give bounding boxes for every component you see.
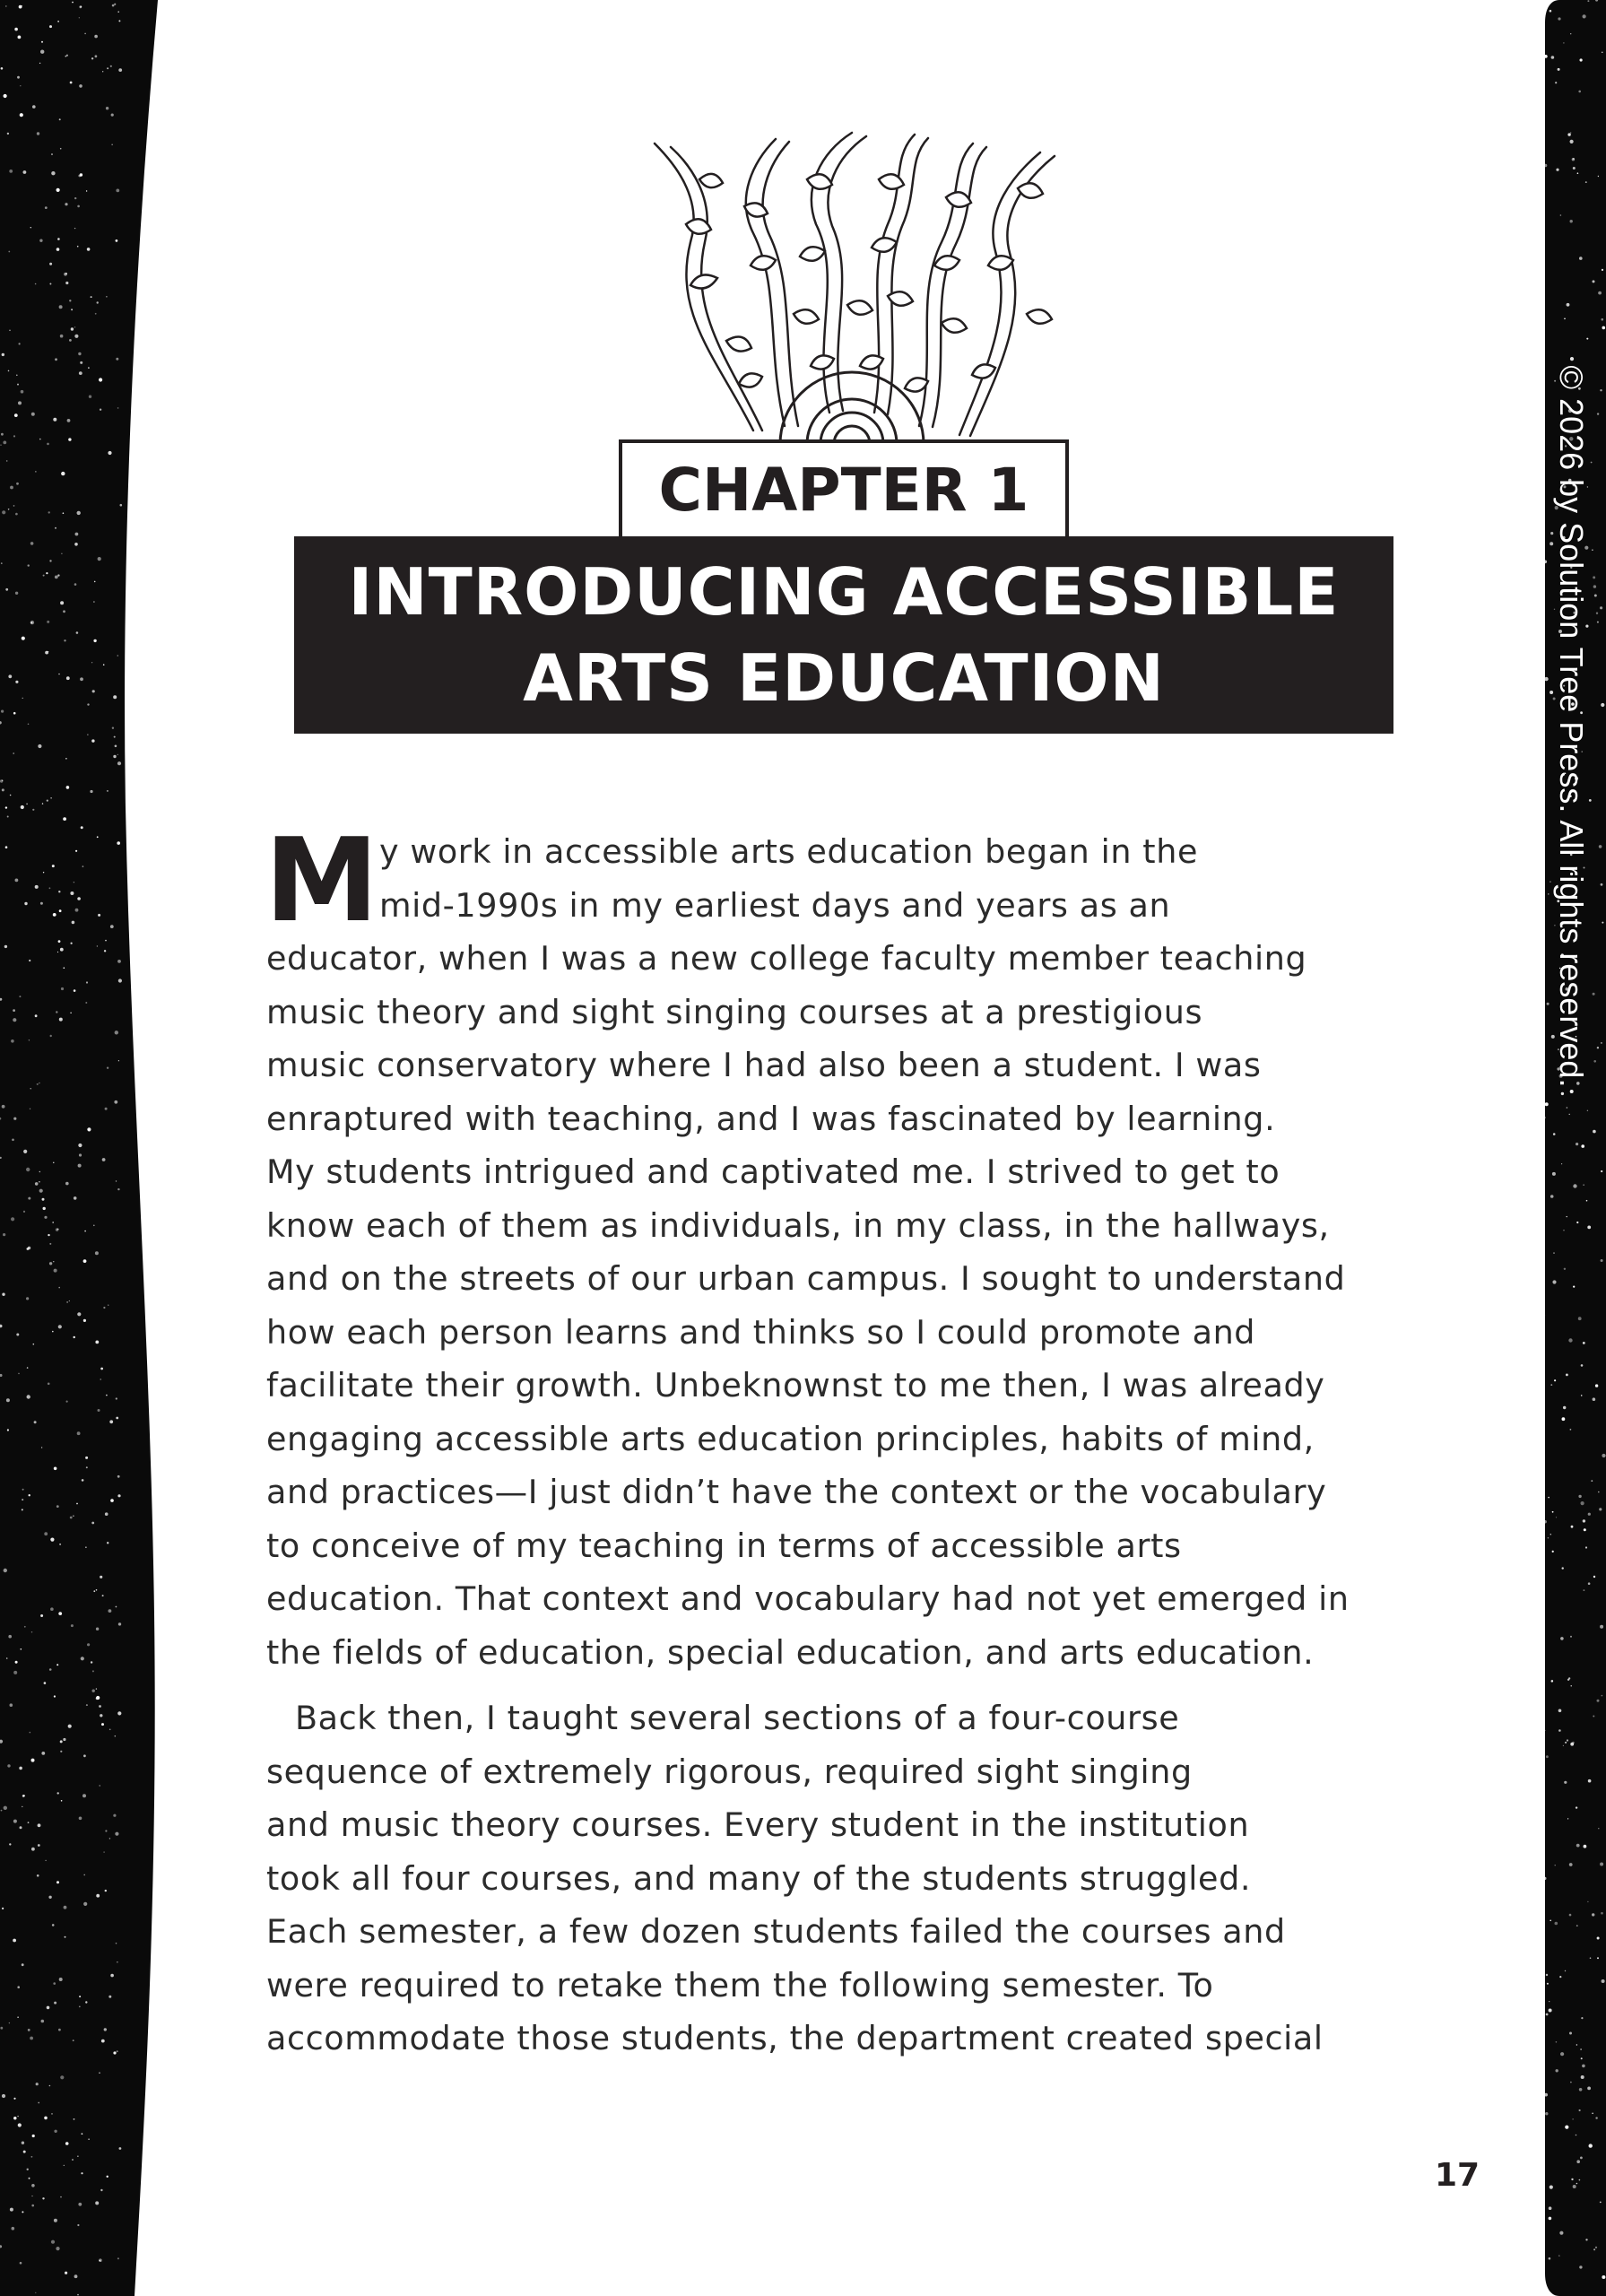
chapter-label: CHAPTER 1 — [619, 439, 1069, 540]
vine-rainbow-illustration — [619, 126, 1085, 448]
text-line: enraptured with teaching, and I was fascinated by learning. — [266, 1099, 1276, 1138]
text-line: and practices—I just didn’t have the context or the vocabulary — [266, 1473, 1327, 1511]
text-line: music conservatory where I had also been a student. I was — [266, 1046, 1262, 1084]
text-line: accommodate those students, the department created special — [266, 2019, 1324, 2057]
chapter-title-line-2: ARTS EDUCATION — [523, 640, 1165, 716]
chapter-title-line-1: INTRODUCING ACCESSIBLE — [348, 554, 1340, 630]
text-line: to conceive of my teaching in terms of accessible arts — [266, 1526, 1182, 1565]
text-line: engaging accessible arts education principles, habits of mind, — [266, 1419, 1315, 1458]
text-line: and music theory courses. Every student in the institution — [266, 1805, 1250, 1844]
page-number: 17 — [1435, 2157, 1480, 2194]
text-line: Each semester, a few dozen students failed the courses and — [266, 1912, 1286, 1951]
text-line: and on the streets of our urban campus. I sought to understand — [266, 1259, 1346, 1298]
text-line: facilitate their growth. Unbeknownst to me then, I was already — [266, 1366, 1325, 1405]
text-line: how each person learns and thinks so I could promote and — [266, 1312, 1256, 1352]
drop-cap: M — [265, 814, 379, 948]
text-line: sequence of extremely rigorous, required sight singing — [266, 1752, 1193, 1791]
text-line: took all four courses, and many of the students struggled. — [266, 1858, 1252, 1898]
body-text — [265, 814, 1459, 2066]
text-line: the fields of education, special education, and arts education. — [266, 1632, 1315, 1672]
text-line: know each of them as individuals, in my class, in the hallways, — [266, 1205, 1330, 1245]
text-line: were required to retake them the following semester. To — [266, 1965, 1214, 2005]
text-line: educator, when I was a new college faculty member teaching — [266, 939, 1307, 978]
text-line: My students intrigued and captivated me. I strived to get to — [266, 1152, 1280, 1191]
starfield-left-border — [0, 0, 197, 2296]
chapter-title — [294, 536, 1393, 734]
copyright-notice: © 2026 by Solution Tree Press. All rights reserved. — [1553, 365, 1590, 1088]
text-line: y work in accessible arts education began in the — [379, 832, 1198, 871]
text-line: education. That context and vocabulary had not yet emerged in — [266, 1579, 1350, 1618]
text-line: mid-1990s in my earliest days and years as an — [379, 885, 1171, 925]
paragraph-1 — [265, 814, 1459, 1679]
text-line: music theory and sight singing courses at a prestigious — [266, 992, 1203, 1031]
paragraph-2 — [266, 1692, 1459, 2066]
text-line: Back then, I taught several sections of a four-course — [295, 1699, 1180, 1737]
